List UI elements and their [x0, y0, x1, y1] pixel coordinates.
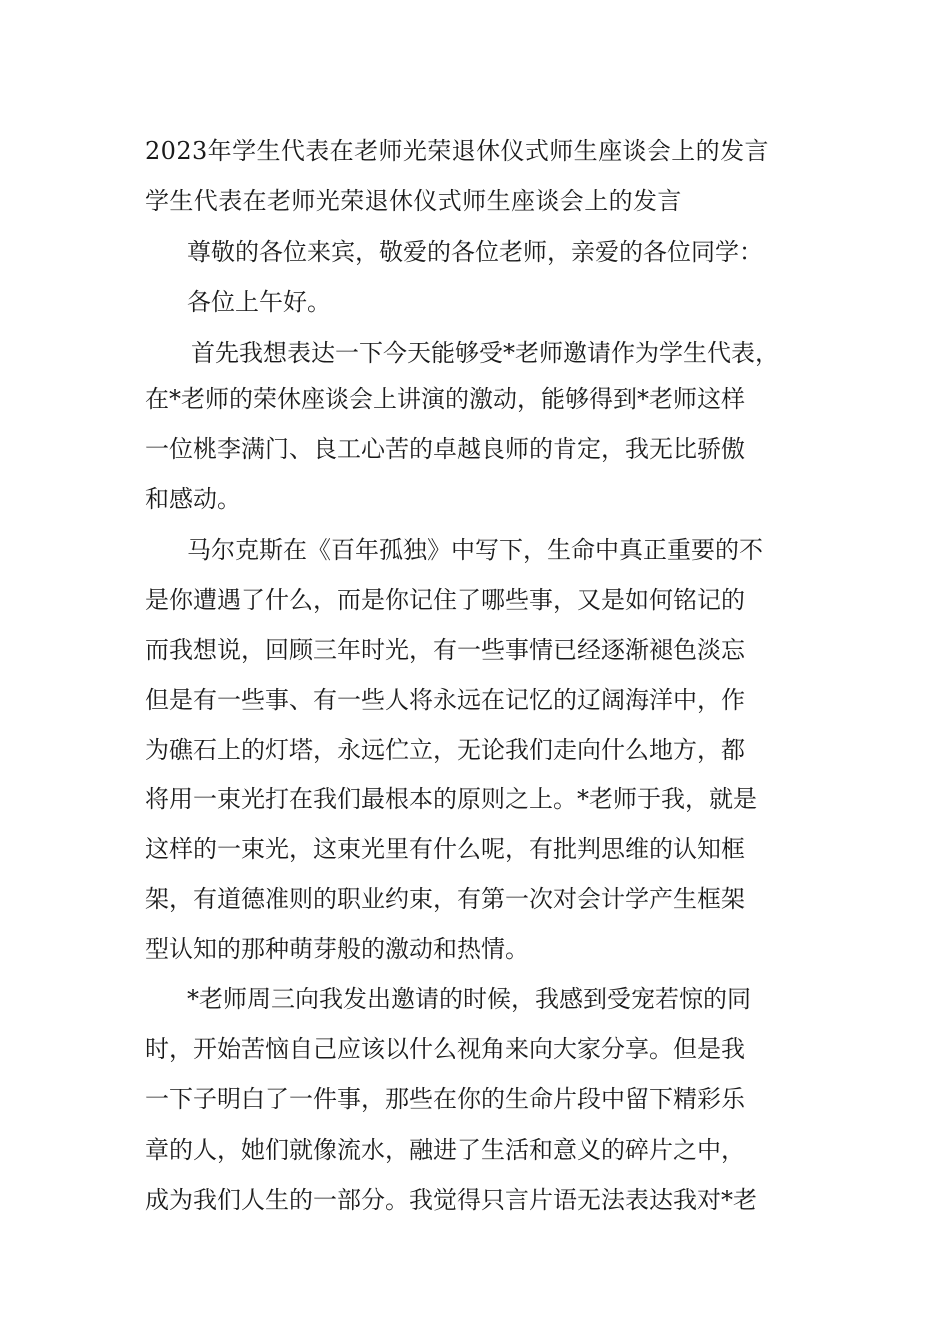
paragraph-2-line-2: 是你遭遇了什么，而是你记住了哪些事，又是如何铭记的 — [145, 586, 745, 614]
paragraph-3-line-1: *老师周三向我发出邀请的时候，我感到受宠若惊的同 — [187, 985, 751, 1013]
paragraph-2-line-6: 将用一束光打在我们最根本的原则之上。*老师于我，就是 — [145, 785, 757, 813]
paragraph-1-line-2: 在*老师的荣休座谈会上讲演的激动，能够得到*老师这样 — [145, 385, 745, 413]
paragraph-3-line-3: 一下子明白了一件事，那些在你的生命片段中留下精彩乐 — [145, 1085, 745, 1113]
paragraph-1-line-3: 一位桃李满门、良工心苦的卓越良师的肯定，我无比骄傲 — [145, 435, 745, 463]
paragraph-1-line-1: 首先我想表达一下今天能够受*老师邀请作为学生代表， — [191, 339, 779, 367]
paragraph-2-line-5: 为礁石上的灯塔，永远伫立，无论我们走向什么地方，都 — [145, 736, 745, 764]
paragraph-2-line-3: 而我想说，回顾三年时光，有一些事情已经逐渐褪色淡忘 — [145, 636, 745, 664]
paragraph-2-line-9: 型认知的那种萌芽般的激动和热情。 — [145, 935, 529, 963]
document-subtitle: 学生代表在老师光荣退休仪式师生座谈会上的发言 — [145, 187, 682, 215]
paragraph-2-line-8: 架，有道德准则的职业约束，有第一次对会计学产生框架 — [145, 885, 745, 913]
greeting-line: 尊敬的各位来宾，敬爱的各位老师，亲爱的各位同学： — [187, 238, 763, 266]
paragraph-3-line-4: 章的人，她们就像流水，融进了生活和意义的碎片之中， — [145, 1136, 745, 1164]
paragraph-2-line-4: 但是有一些事、有一些人将永远在记忆的辽阔海洋中，作 — [145, 686, 745, 714]
paragraph-3-line-5: 成为我们人生的一部分。我觉得只言片语无法表达我对*老 — [145, 1186, 757, 1214]
paragraph-1-line-4: 和感动。 — [145, 485, 241, 513]
document-title: 2023年学生代表在老师光荣退休仪式师生座谈会上的发言 — [145, 137, 769, 165]
paragraph-2-line-7: 这样的一束光，这束光里有什么呢，有批判思维的认知框 — [145, 835, 745, 863]
paragraph-2-line-1: 马尔克斯在《百年孤独》中写下，生命中真正重要的不 — [187, 536, 763, 564]
paragraph-3-line-2: 时，开始苦恼自己应该以什么视角来向大家分享。但是我 — [145, 1035, 745, 1063]
morning-line: 各位上午好。 — [187, 288, 331, 316]
